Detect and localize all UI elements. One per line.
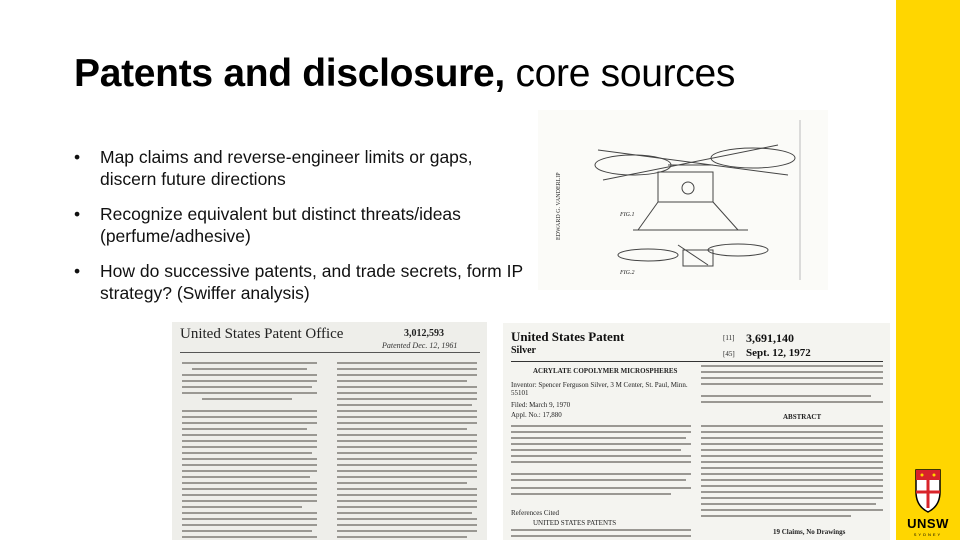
silver-date-label: [45] — [723, 350, 735, 358]
bullet-item — [74, 261, 524, 304]
patent-office-date: Patented Dec. 12, 1961 — [382, 341, 458, 350]
slide-title-rest: core sources — [504, 52, 736, 95]
patent-office-document — [172, 322, 487, 540]
bullet-list — [74, 147, 524, 318]
bullet-text: Map claims and reverse-engineer limits or gaps, discern future directions — [100, 147, 473, 189]
unsw-logo — [899, 466, 957, 538]
silver-filed: Filed: March 9, 1970 — [511, 401, 571, 409]
silver-patent-title: United States Patent — [511, 329, 625, 344]
patent-office-text-lines — [172, 356, 487, 540]
unsw-logo-text: UNSW — [907, 516, 949, 531]
unsw-logo-sub: SYDNEY — [913, 532, 943, 537]
bullet-dot: • — [74, 261, 81, 281]
silver-patent-date: Sept. 12, 1972 — [746, 347, 811, 359]
silver-claims: 19 Claims, No Drawings — [773, 528, 846, 536]
silver-number-label: [11] — [723, 334, 735, 342]
bullet-dot: • — [74, 204, 81, 224]
slide-title-bold: Patents and disclosure, — [74, 52, 505, 95]
inventor-label: EDWARD G. VANDERLIP — [556, 172, 562, 240]
slide-title — [74, 52, 735, 96]
bullet-item — [74, 147, 524, 190]
accent-bar — [896, 0, 960, 540]
bullet-item — [74, 204, 524, 247]
silver-references: References Cited — [511, 509, 560, 517]
silver-patent-number: 3,691,140 — [746, 331, 794, 345]
bullet-text: Recognize equivalent but distinct threats/ideas (perfume/adhesive) — [100, 204, 461, 246]
silver-text-lines — [503, 323, 890, 540]
unsw-crest-icon — [899, 466, 957, 516]
silver-inventor-line: Inventor: Spencer Ferguson Silver, 3 M Center, St. Paul, Minn. 55101 — [511, 381, 688, 397]
silver-abstract-label: ABSTRACT — [783, 413, 822, 421]
silver-patent-inventor-surname: Silver — [511, 345, 536, 356]
fig1-label: FIG.1 — [620, 212, 635, 218]
patent-office-number: 3,012,593 — [404, 328, 444, 339]
silver-us-patents: UNITED STATES PATENTS — [533, 519, 617, 527]
bullet-text: How do successive patents, and trade secrets, form IP strategy? (Swiffer analysis) — [100, 261, 523, 303]
patent-office-title: United States Patent Office — [180, 326, 344, 342]
bullet-dot: • — [74, 147, 81, 167]
patent-drawing-svg — [538, 110, 828, 290]
silver-appl-no: Appl. No.: 17,880 — [511, 411, 562, 419]
silver-invention-title: ACRYLATE COPOLYMER MICROSPHERES — [533, 367, 678, 375]
silver-patent-document — [503, 323, 890, 540]
fig2-label: FIG.2 — [620, 270, 635, 276]
patent-drawing-image — [538, 110, 828, 290]
